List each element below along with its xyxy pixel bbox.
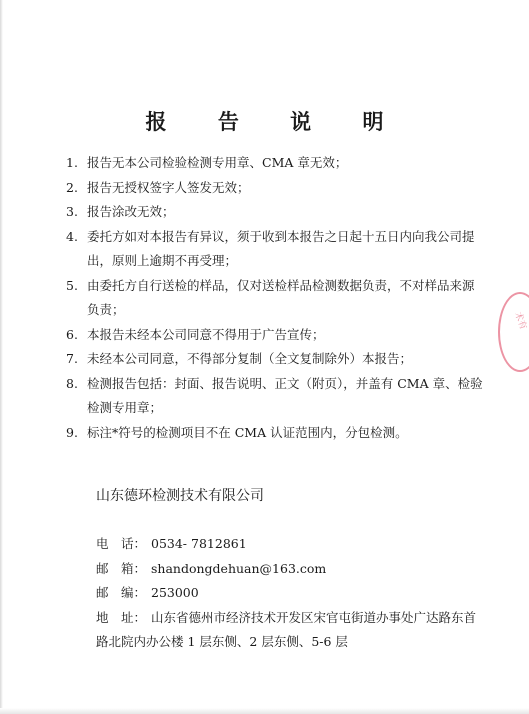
item-text: 报告无授权签字人签发无效； [87, 179, 250, 195]
list-item [66, 176, 486, 201]
item-number: 5. [66, 277, 78, 293]
address-row [96, 606, 476, 655]
item-text: 委托方如对本报告有异议，须于收到本报告之日起十五日内向我公司提出，原则上逾期不再受理； [87, 228, 475, 268]
item-text: 未经本公司同意，不得部分复制（全文复制除外）本报告； [87, 351, 413, 366]
contact-block [96, 532, 476, 655]
email-value: shandongdehuan@163.com [151, 560, 327, 576]
email-label: 邮 箱： [96, 560, 147, 576]
postcode-label: 邮 编： [96, 585, 147, 600]
company-name: 山东德环检测技术有限公司 [96, 488, 264, 504]
page-bottom-edge [0, 708, 529, 714]
list-item [66, 347, 486, 372]
list-item [66, 421, 486, 446]
postcode-value: 253000 [151, 585, 199, 600]
phone-row [96, 532, 476, 557]
seal-text: 术有 [512, 310, 528, 332]
list-item [66, 151, 486, 176]
item-text: 报告涂改无效； [87, 204, 175, 219]
list-item [66, 323, 486, 348]
phone-label: 电 话： [96, 536, 147, 551]
notice-list [66, 151, 486, 445]
list-item [66, 225, 486, 274]
item-number: 6. [66, 326, 78, 342]
list-item [66, 200, 486, 225]
address-label: 地 址： [96, 609, 147, 625]
phone-value: 0534- 7812861 [151, 536, 247, 551]
item-text: 标注*符号的检测项目不在 CMA 认证范围内，分包检测。 [87, 424, 408, 440]
item-number: 3. [66, 204, 78, 219]
item-number: 2. [66, 179, 78, 195]
item-number: 8. [66, 375, 78, 391]
item-text: 报告无本公司检验检测专用章、CMA 章无效； [87, 155, 348, 170]
item-number: 9. [66, 424, 78, 440]
item-number: 7. [66, 351, 78, 366]
item-number: 1. [66, 155, 78, 170]
item-text: 由委托方自行送检的样品，仅对送检样品检测数据负责，不对样品来源负责； [87, 277, 475, 317]
item-number: 4. [66, 228, 78, 244]
email-row [96, 557, 476, 582]
item-text: 本报告未经本公司同意不得用于广告宣传； [87, 326, 325, 342]
list-item [66, 372, 486, 421]
postcode-row [96, 581, 476, 606]
company-seal-stamp [498, 292, 529, 372]
address-value: 山东省德州市经济技术开发区宋官屯街道办事处广达路东首路北院内办公楼 1 层东侧、2 层东侧、5-6 层 [96, 609, 477, 649]
list-item [66, 274, 486, 323]
item-text: 检测报告包括：封面、报告说明、正文（附页），并盖有 CMA 章、检验检测专用章； [87, 375, 483, 415]
page-title: 报 告 说 明 [145, 109, 406, 134]
